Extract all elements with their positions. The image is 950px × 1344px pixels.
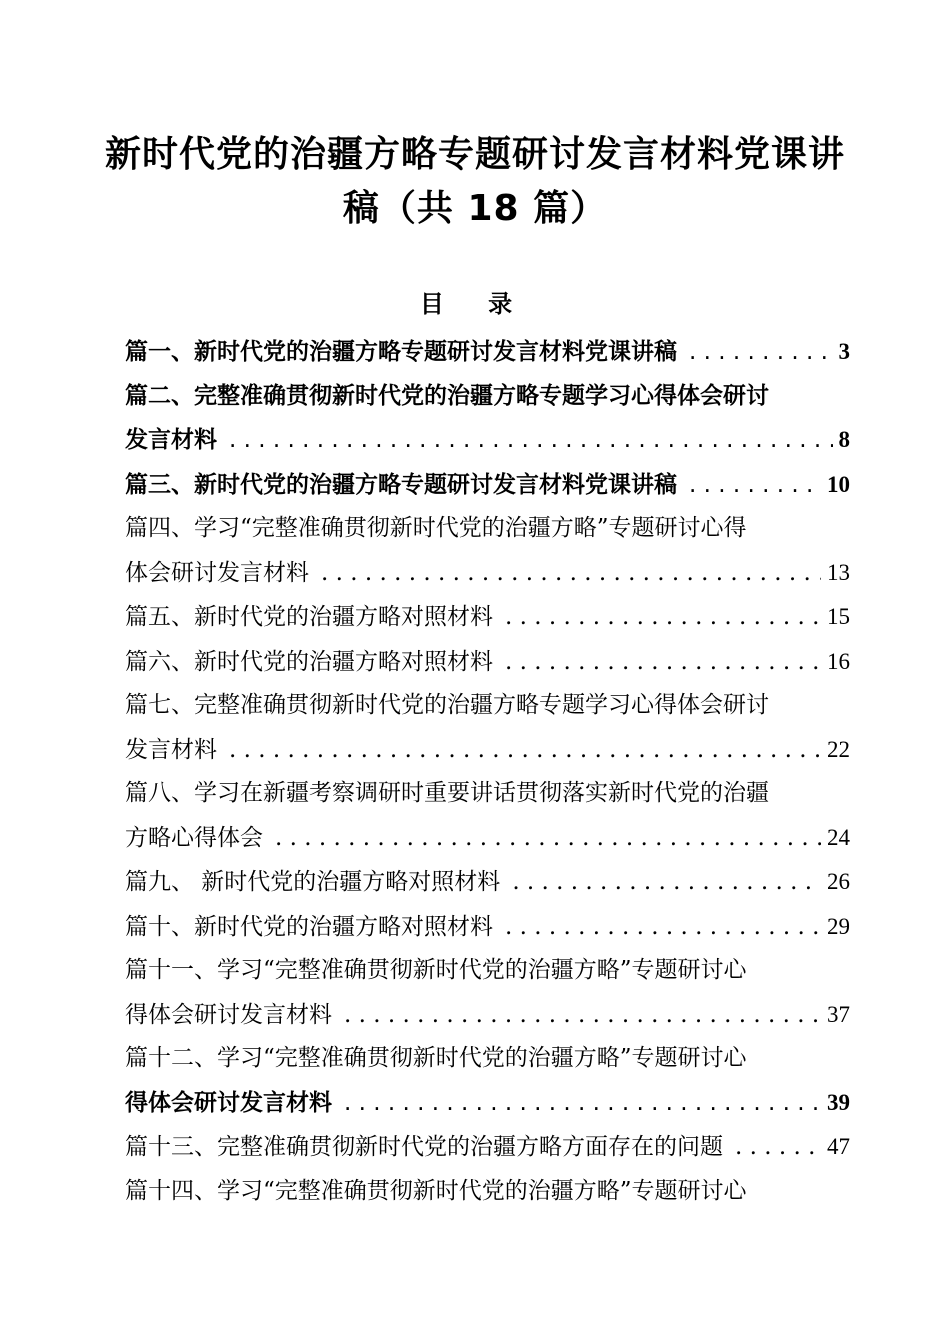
toc-page-number: 37: [827, 1001, 850, 1027]
toc-leader-dots: [505, 596, 821, 640]
toc-leader-dots: [275, 817, 821, 861]
toc-entry-title-line: 方略心得体会: [125, 824, 263, 851]
toc-leader-dots: [512, 861, 821, 905]
toc-entry-title-line: 篇五、新时代党的治疆方略对照材料: [125, 604, 493, 630]
toc-entry-title-line: 篇九、 新时代党的治疆方略对照材料: [125, 869, 501, 895]
toc-entry[interactable]: [125, 507, 850, 595]
toc-page-number: 10: [827, 471, 850, 497]
toc-entry-title-line: 体会研讨发言材料: [125, 559, 309, 586]
toc-entry-title-line: 篇七、完整准确贯彻新时代党的治疆方略专题学习心得体会研讨: [125, 692, 769, 718]
toc-entry-title-line: 篇三、新时代党的治疆方略专题研讨发言材料党课讲稿: [125, 471, 677, 498]
toc-entry-title-line: 篇八、学习在新疆考察调研时重要讲话贯彻落实新时代党的治疆: [125, 780, 769, 806]
toc-entry-title-line: 得体会研讨发言材料: [125, 1089, 332, 1116]
toc-entry-title-line: 篇十一、学习“完整准确贯彻新时代党的治疆方略”专题研讨心: [125, 957, 747, 983]
title-line-1: 新时代党的治疆方略专题研讨发言材料党课讲: [104, 134, 845, 175]
toc-entry[interactable]: [125, 640, 850, 685]
toc-entry-title-line: 得体会研讨发言材料: [125, 1001, 332, 1028]
toc-entry[interactable]: [125, 860, 850, 905]
toc-entry[interactable]: [125, 463, 850, 508]
toc-leader-dots: [689, 331, 833, 375]
toc-leader-dots: [505, 906, 821, 950]
toc-leader-dots: [229, 419, 833, 463]
toc-page-number: 47: [827, 1134, 850, 1159]
toc-entry-title-line: 篇二、完整准确贯彻新时代党的治疆方略专题学习心得体会研讨: [125, 382, 769, 409]
table-of-contents: [125, 330, 850, 1213]
toc-leader-dots: [735, 1126, 821, 1170]
toc-page-number: 16: [827, 648, 850, 674]
toc-entry[interactable]: [125, 949, 850, 1037]
toc-leader-dots: [344, 1082, 821, 1126]
toc-page-number: 26: [827, 869, 850, 894]
toc-leader-dots: [505, 641, 821, 685]
toc-entry-title-line: 篇六、新时代党的治疆方略对照材料: [125, 648, 493, 675]
toc-page-number: 15: [827, 604, 850, 629]
toc-entry[interactable]: [125, 1125, 850, 1170]
toc-entry[interactable]: [125, 330, 850, 375]
toc-page-number: 3: [838, 339, 850, 364]
toc-entry-title-line: 发言材料: [125, 736, 217, 763]
toc-page-number: 39: [827, 1089, 850, 1115]
toc-page-number: 24: [827, 824, 850, 850]
toc-entry[interactable]: [125, 905, 850, 950]
toc-entry[interactable]: [125, 684, 850, 772]
document-title: [0, 128, 950, 236]
toc-entry[interactable]: [125, 1170, 850, 1214]
toc-entry[interactable]: [125, 1037, 850, 1125]
toc-entry-title-line: 发言材料: [125, 427, 217, 453]
toc-page-number: 13: [827, 559, 850, 585]
toc-entry-title-line: 篇十二、学习“完整准确贯彻新时代党的治疆方略”专题研讨心: [125, 1045, 747, 1071]
toc-entry-title-line: 篇十三、完整准确贯彻新时代党的治疆方略方面存在的问题: [125, 1134, 723, 1160]
toc-page-number: 22: [827, 736, 850, 762]
toc-entry-title-line: 篇十、新时代党的治疆方略对照材料: [125, 913, 493, 940]
toc-entry-title-line: 篇四、学习“完整准确贯彻新时代党的治疆方略”专题研讨心得: [125, 515, 747, 541]
toc-page-number: 8: [838, 427, 850, 452]
toc-leader-dots: [344, 994, 821, 1038]
toc-leader-dots: [689, 464, 821, 508]
toc-entry-title-line: 篇一、新时代党的治疆方略专题研讨发言材料党课讲稿: [125, 339, 677, 365]
toc-page-number: 29: [827, 913, 850, 939]
title-line-2: 稿（共 18 篇）: [342, 188, 608, 229]
toc-leader-dots: [229, 729, 821, 773]
toc-entry-title-line: 篇十四、学习“完整准确贯彻新时代党的治疆方略”专题研讨心: [125, 1177, 747, 1204]
toc-entry[interactable]: [125, 595, 850, 640]
toc-heading: 目 录: [419, 290, 531, 318]
toc-leader-dots: [321, 552, 821, 596]
toc-entry[interactable]: [125, 772, 850, 860]
toc-entry[interactable]: [125, 375, 850, 463]
